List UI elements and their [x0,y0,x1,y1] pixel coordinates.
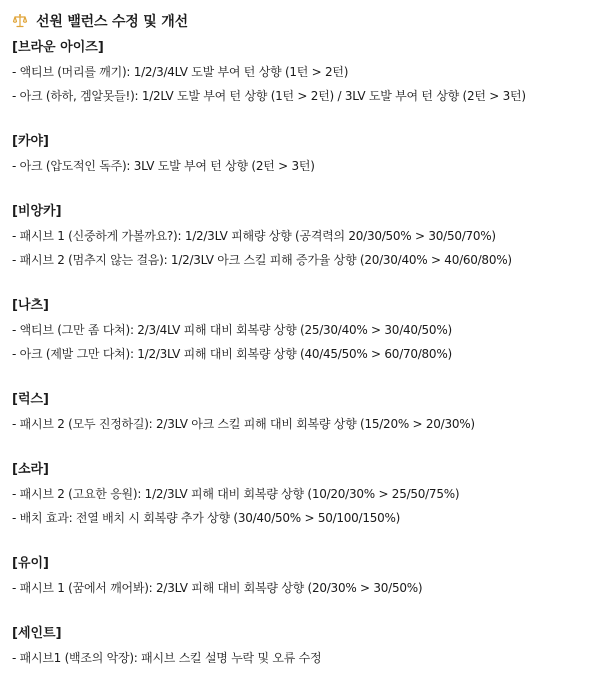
section-title: [유이] [12,556,49,571]
section-saint [12,622,590,670]
section-lux [12,388,590,436]
list-item: - 아크 (하하, 겜알못들!): 1/2LV 도발 부여 턴 상향 (1턴 > 2턴) / 3LV 도발 부여 턴 상향 (2턴 > 3턴) [12,89,526,103]
list-item: - 아크 (압도적인 독주): 3LV 도발 부여 턴 상향 (2턴 > 3턴) [12,159,315,173]
list-item: - 액티브 (그만 좀 다쳐): 2/3/4LV 피해 대비 회복량 상향 (25/30/40% > 30/40/50%) [12,323,452,337]
section-natsu [12,294,590,366]
list-item: - 아크 (제발 그만 다쳐): 1/2/3LV 피해 대비 회복량 상향 (40/45/50% > 60/70/80%) [12,347,452,361]
section-title: [비앙카] [12,204,62,219]
list-item: - 배치 효과: 전열 배치 시 회복량 추가 상향 (30/40/50% > 50/100/150%) [12,511,401,525]
section-title: [카야] [12,134,49,149]
section-title: [브라운 아이즈] [12,40,104,55]
section-brown-eyes [12,36,590,108]
list-item: - 액티브 (머리를 깨기): 1/2/3/4LV 도발 부여 턴 상향 (1턴 > 2턴) [12,65,349,79]
list-item: - 패시브 2 (모두 진정하길): 2/3LV 아크 스킬 피해 대비 회복량 상향 (15/20% > 20/30%) [12,417,475,431]
page-title: 선원 밸런스 수정 및 개선 [36,14,188,30]
section-yui [12,552,590,600]
list-item: - 패시브 2 (고요한 응원): 1/2/3LV 피해 대비 회복량 상향 (10/20/30% > 25/50/75%) [12,487,460,501]
list-item: - 패시브 1 (꿈에서 깨어봐): 2/3LV 피해 대비 회복량 상향 (20/30% > 30/50%) [12,581,423,595]
section-sora [12,458,590,530]
balance-scale-icon [12,13,28,29]
section-kaya [12,130,590,178]
section-title: [세인트] [12,626,62,641]
patch-header [12,8,590,34]
section-bianca [12,200,590,272]
section-title: [나츠] [12,298,49,313]
list-item: - 패시브 2 (멈추지 않는 걸음): 1/2/3LV 아크 스킬 피해 증가율 상향 (20/30/40% > 40/60/80%) [12,253,512,267]
list-item: - 패시브 1 (신중하게 가볼까요?): 1/2/3LV 피해량 상향 (공격력의 20/30/50% > 30/50/70%) [12,229,496,243]
section-title: [소라] [12,462,49,477]
section-title: [럭스] [12,392,49,407]
list-item: - 패시브1 (백조의 악장): 패시브 스킬 설명 누락 및 오류 수정 [12,651,322,665]
